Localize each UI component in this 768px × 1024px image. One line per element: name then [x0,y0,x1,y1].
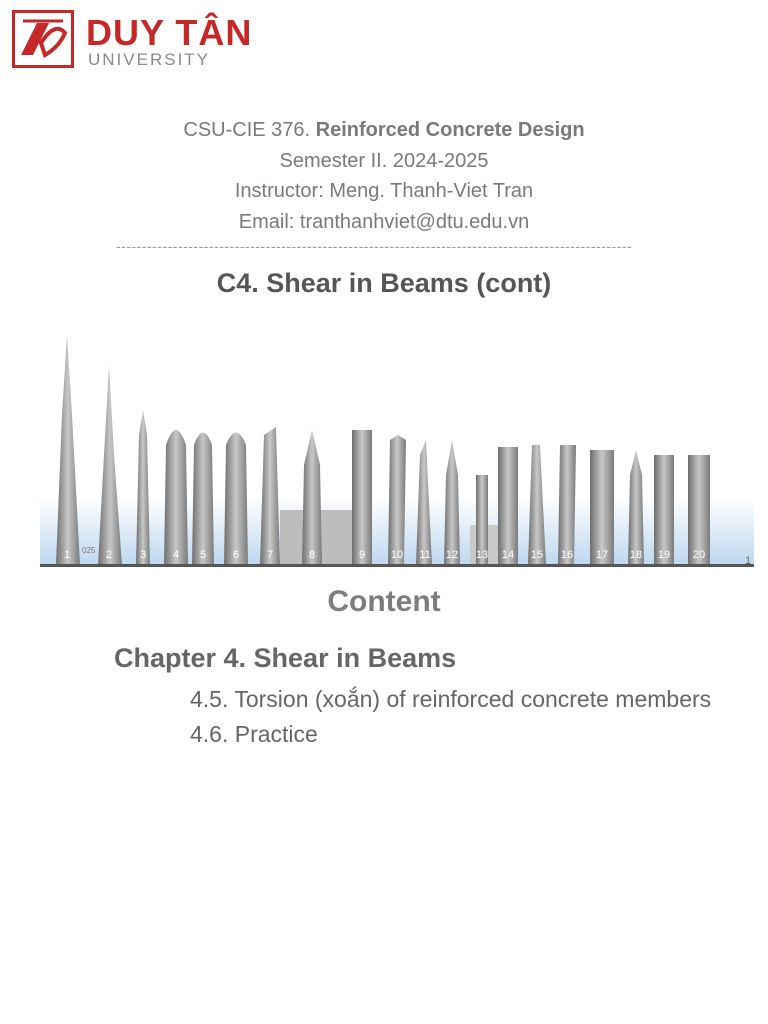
tower-number-17: 17 [595,549,609,561]
tower-number-20: 20 [692,549,706,561]
content-item: 4.6. Practice [190,721,318,747]
tower-number-11: 11 [419,549,431,561]
tower-number-2: 2 [105,549,113,561]
logo-name: DUY TÂN [86,12,253,53]
tower-number-6: 6 [232,549,240,561]
tower-number-8: 8 [308,549,316,561]
tower-number-12: 12 [445,549,459,561]
logo-subtitle: UNIVERSITY [88,50,211,69]
tower-number-9: 9 [358,549,366,561]
email: Email: tranthanhviet@dtu.edu.vn [238,210,530,233]
course-line [0,115,768,146]
tower-number-15: 15 [530,549,544,561]
skyline-year-label: 025 [82,546,96,555]
instructor: Instructor: Meng. Thanh-Viet Tran [234,180,534,202]
page-number: 1 [745,555,752,567]
tower-number-1: 1 [63,549,71,561]
content-item: 4.5. Torsion (xoắn) of reinforced concrete members [190,686,712,712]
course-header [0,115,768,237]
tower-number-16: 16 [560,549,574,561]
tower-number-3: 3 [139,549,147,561]
content-items [190,682,750,752]
tower-number-19: 19 [657,549,671,561]
separator-line: ---------------------------------------------------------------------------------------------------- [116,238,633,250]
tower-number-18: 18 [629,549,643,561]
skyscraper-skyline-image [40,335,754,570]
tower-number-13: 13 [475,549,489,561]
course-name: Reinforced Concrete Design [315,119,585,141]
tower-number-5: 5 [199,549,207,561]
tower-number-4: 4 [172,549,180,561]
university-logo [12,10,253,74]
logo-emblem-icon [12,10,74,68]
tower-number-14: 14 [501,549,515,561]
tower-number-7: 7 [266,549,274,561]
tower-number-10: 10 [390,549,404,561]
slide-title: C4. Shear in Beams (cont) [216,268,552,298]
chapter-heading: Chapter 4. Shear in Beams [114,643,457,673]
course-code: CSU-CIE 376. [183,119,311,141]
content-title: Content [327,585,441,618]
semester: Semester II. 2024-2025 [279,149,489,172]
